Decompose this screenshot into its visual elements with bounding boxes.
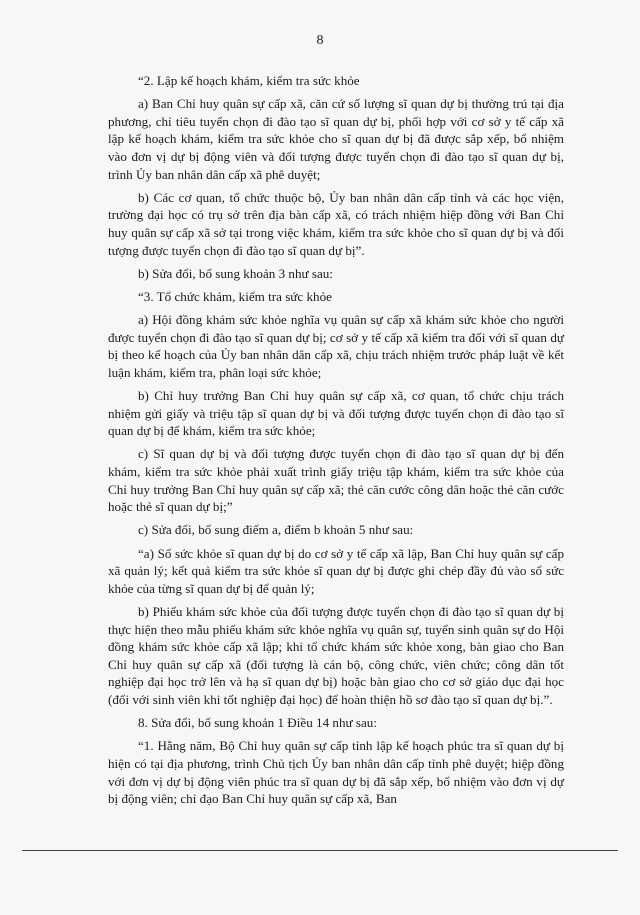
bottom-divider — [22, 850, 618, 851]
paragraph: b) Sửa đổi, bổ sung khoản 3 như sau: — [138, 265, 333, 281]
paragraph: “2. Lập kế hoạch khám, kiểm tra sức khỏe — [138, 73, 360, 88]
paragraph: b) Các cơ quan, tổ chức thuộc bộ, Ủy ban nhân dân cấp tỉnh và các học viện, trường đại học có trụ sở trên địa bàn cấp xã, có trách nhiệm hiệp đồng với Ban Chỉ huy quân sự cấp xã sở tại trong việc khám, kiểm tra sức khỏe cho sĩ quan dự bị và đối tượng được tuyển chọn đi đào tạo sĩ quan dự bị”. — [108, 189, 564, 258]
paragraph: c) Sĩ quan dự bị và đối tượng được tuyển chọn đi đào tạo sĩ quan dự bị đến khám, kiểm tra sức khỏe phải xuất trình giấy triệu tập khám, kiểm tra sức khỏe của Chỉ huy trưởng Ban Chỉ huy quân sự cấp xã; thẻ căn cước công dân hoặc thẻ căn cước hoặc thẻ sĩ quan dự bị;” — [108, 446, 564, 515]
paragraph: c) Sửa đổi, bổ sung điểm a, điểm b khoản 5 như sau: — [138, 522, 414, 538]
document-body — [108, 72, 564, 813]
paragraph: “1. Hằng năm, Bộ Chỉ huy quân sự cấp tỉnh lập kế hoạch phúc tra sĩ quan dự bị hiện có tại địa phương, trình Chủ tịch Ủy ban nhân dân cấp tỉnh phê duyệt; hiệp đồng với đơn vị dự bị động viên phúc tra sĩ quan dự bị đã sắp xếp, bổ nhiệm vào đơn vị dự bị động viên; chỉ đạo Ban Chỉ huy quân sự cấp xã, Ban — [108, 738, 564, 807]
paragraph: 8. Sửa đổi, bổ sung khoản 1 Điều 14 như sau: — [138, 715, 377, 731]
paragraph: a) Hội đồng khám sức khỏe nghĩa vụ quân sự cấp xã khám sức khỏe cho người được tuyển chọn đi đào tạo sĩ quan dự bị; cơ sở y tế cấp xã kiểm tra đối với sĩ quan dự bị theo kế hoạch của Ủy ban nhân dân cấp xã, chịu trách nhiệm trước pháp luật về kết luận khám, kiểm tra, phân loại sức khỏe; — [108, 312, 564, 380]
paragraph: a) Ban Chỉ huy quân sự cấp xã, căn cứ số lượng sĩ quan dự bị thường trú tại địa phương, chỉ tiêu tuyển chọn đi đào tạo sĩ quan dự bị, phối hợp với cơ sở y tế cấp xã lập kế hoạch khám, kiểm tra sức khỏe cho sĩ quan dự bị đã được sắp xếp, bổ nhiệm vào đơn vị dự bị động viên và đối tượng được tuyển chọn đi đào tạo sĩ quan dự bị, trình Ủy ban nhân dân cấp xã phê duyệt; — [108, 96, 564, 182]
paragraph: “a) Sổ sức khỏe sĩ quan dự bị do cơ sở y tế cấp xã lập, Ban Chỉ huy quân sự cấp xã quản lý; kết quả kiểm tra sức khỏe sĩ quan dự bị được ghi chép đầy đủ vào sổ sức khỏe của từng sĩ quan dự bị để quản lý; — [108, 545, 564, 596]
page-number: 8 — [316, 33, 324, 48]
paragraph: b) Phiếu khám sức khỏe của đối tượng được tuyển chọn đi đào tạo sĩ quan dự bị thực hiện theo mẫu phiếu khám sức khỏe nghĩa vụ quân sự, tuyển sinh quân sự do Hội đồng khám sức khỏe cấp xã lập; khi tổ chức khám sức khỏe xong, bàn giao cho Ban Chỉ huy quân sự cấp xã (đối tượng là cán bộ, công chức, viên chức; công dân tốt nghiệp đại học trở lên và hạ sĩ quan dự bị) hoặc bàn giao cho cơ sở giáo dục đại học (đối với sinh viên khi tốt nghiệp đại học) để hoàn thiện hồ sơ đào tạo sĩ quan dự bị.”. — [108, 603, 564, 707]
paragraph: b) Chỉ huy trưởng Ban Chỉ huy quân sự cấp xã, cơ quan, tổ chức chịu trách nhiệm gửi giấy và triệu tập sĩ quan dự bị và đối tượng được tuyển chọn đi đào tạo sĩ quan dự bị để khám, kiểm tra sức khỏe; — [108, 388, 564, 439]
paragraph: “3. Tổ chức khám, kiểm tra sức khỏe — [138, 288, 332, 304]
